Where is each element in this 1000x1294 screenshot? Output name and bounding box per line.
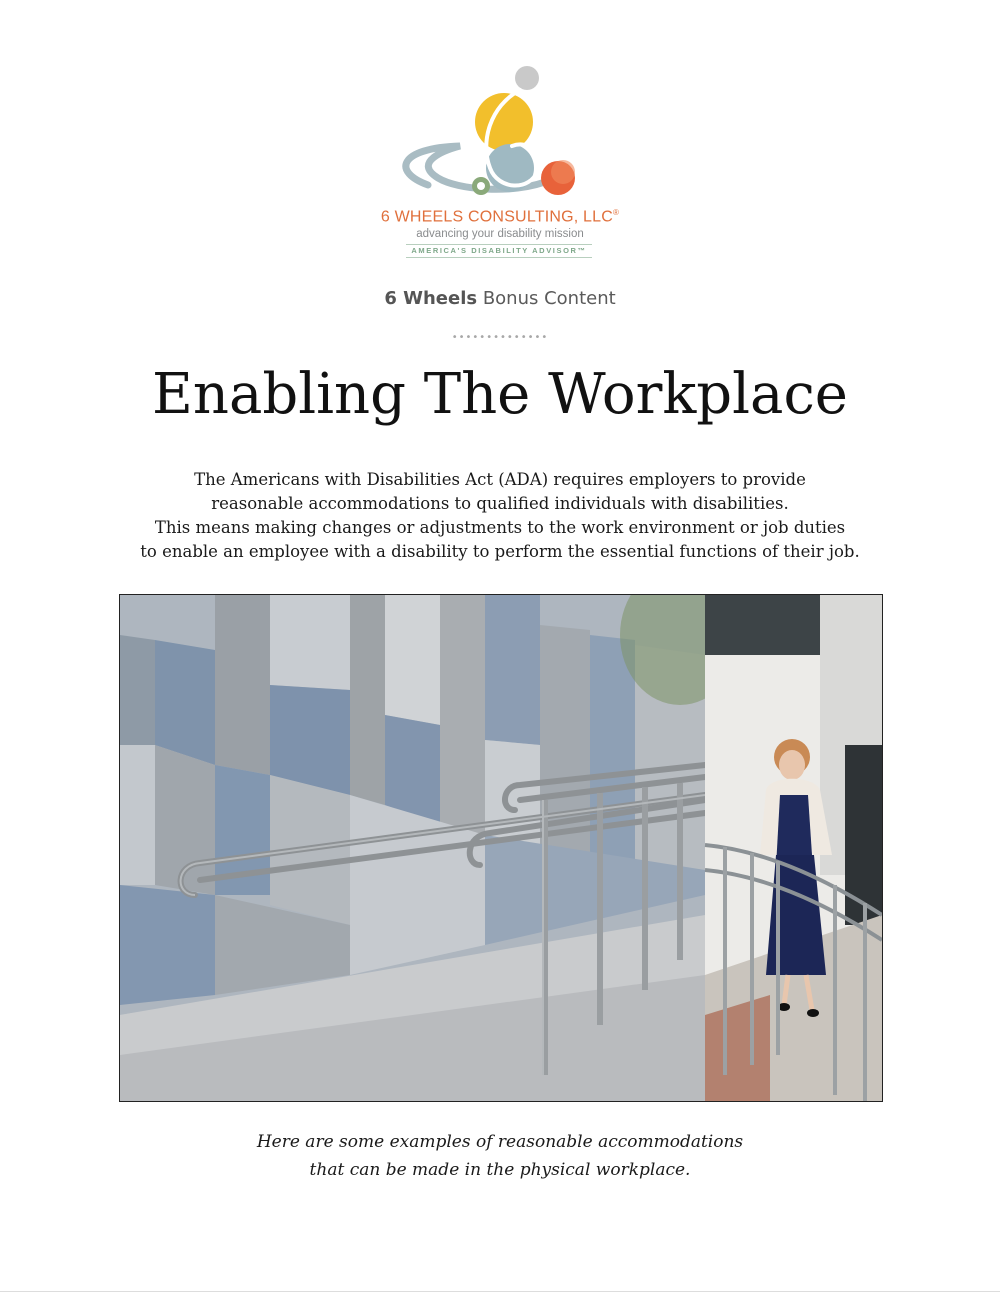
ramp-wall-image [120,595,740,1101]
company-logo [340,60,660,270]
ramp-photo [119,594,883,1102]
photo-caption [0,1128,1000,1184]
advisor-label: AMERICA'S DISABILITY ADVISOR™ [406,244,592,258]
bonus-text: Bonus Content [482,288,616,309]
company-name: 6 WHEELS CONSULTING, LLC® [380,208,620,226]
woman-on-ramp-image [705,595,882,1101]
page-bottom-divider [0,1291,1000,1292]
page-title: Enabling The Workplace [152,362,848,427]
intro-line: The Americans with Disabilities Act (ADA) requires employers to provide [194,470,806,489]
caption-line: Here are some examples of reasonable accommodations [256,1132,744,1152]
company-tagline: advancing your disability mission [416,228,584,240]
intro-line: This means making changes or adjustments to the work environment or job duties [154,518,846,537]
bonus-brand: 6 Wheels [384,288,478,309]
bonus-content-label [0,288,1000,309]
caption-line: that can be made in the physical workplace. [309,1160,691,1180]
intro-line: reasonable accommodations to qualified individuals with disabilities. [211,494,789,513]
wheelchair-logo-icon [340,60,660,210]
intro-line: to enable an employee with a disability to perform the essential functions of their job. [140,542,860,561]
dotted-separator: •••••••••••••• [451,332,549,343]
intro-paragraph [0,468,1000,564]
